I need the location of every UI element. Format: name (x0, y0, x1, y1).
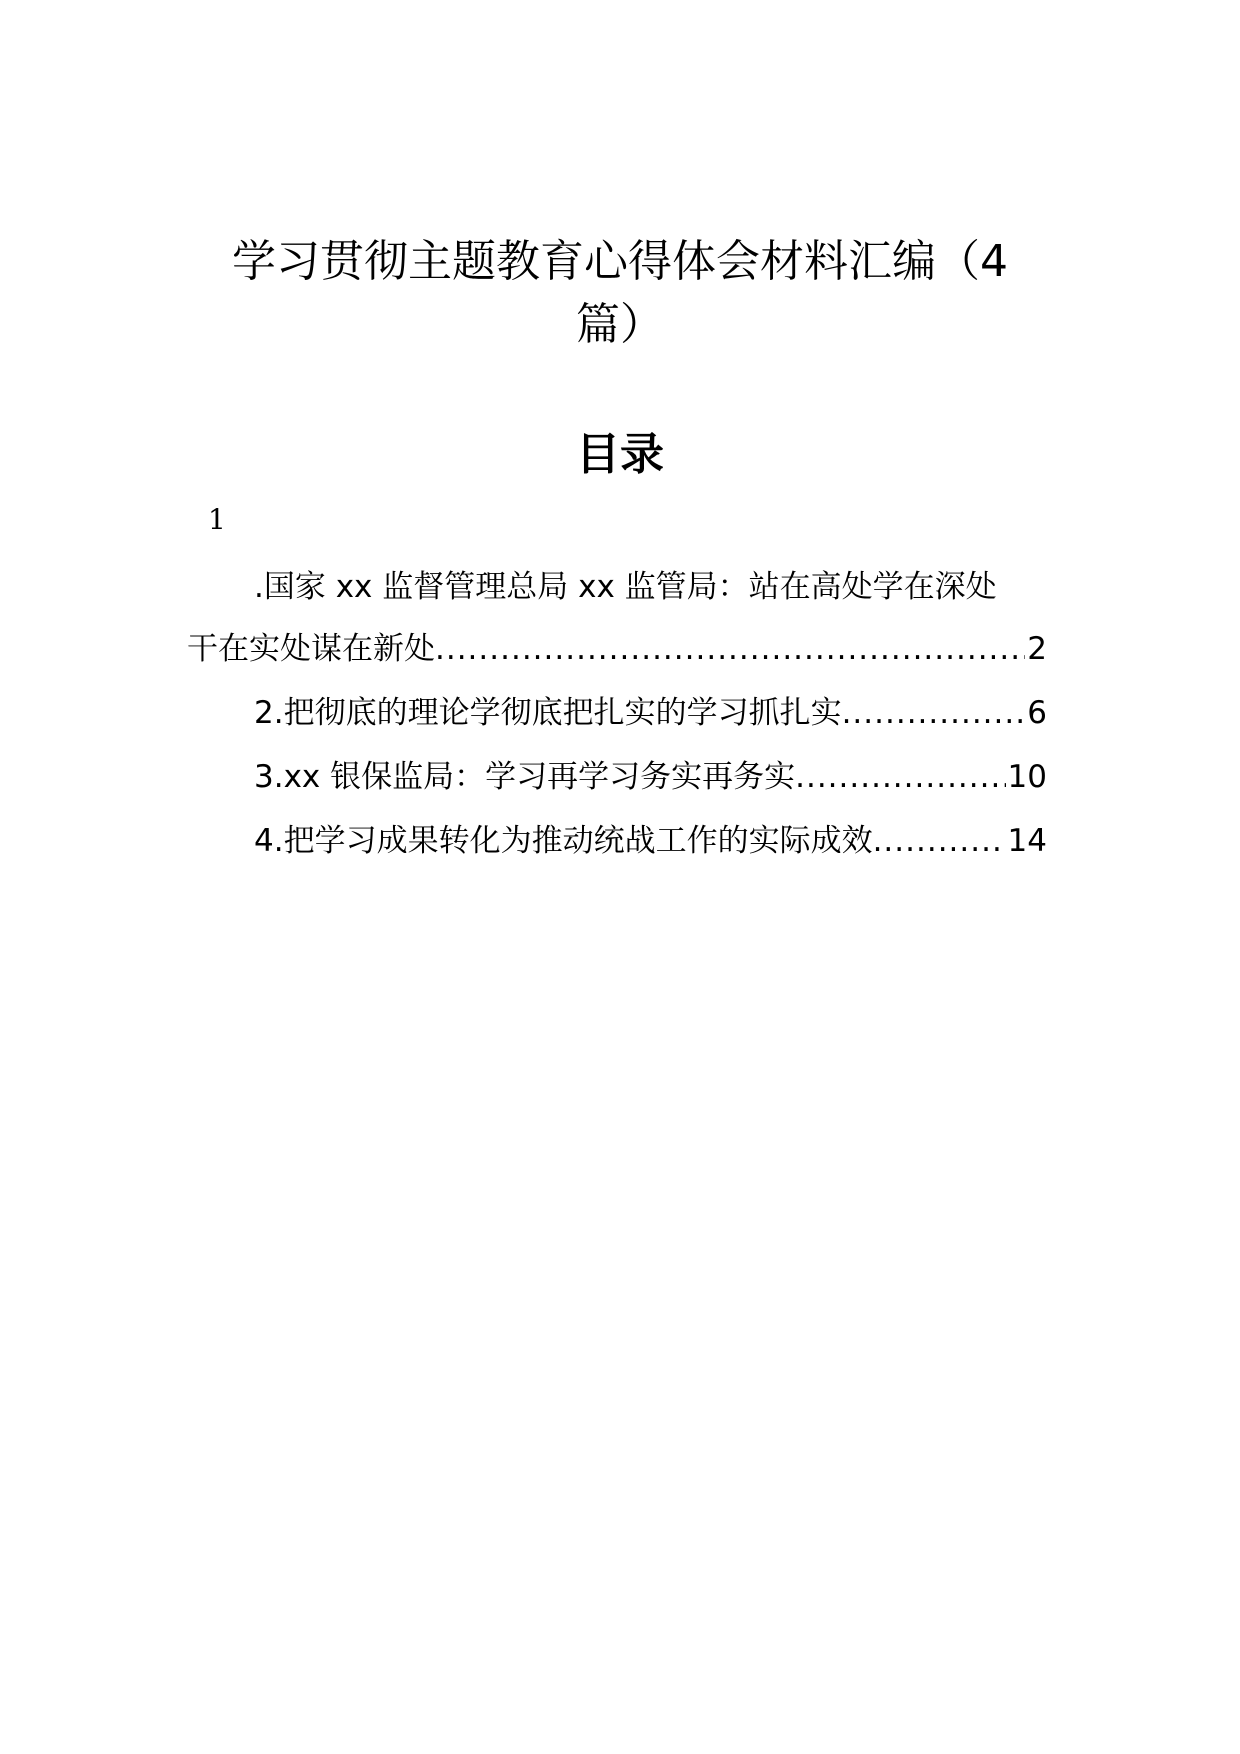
toc-entry-2-page: 6 (1027, 695, 1047, 731)
document-title-line-1: 学习贯彻主题教育心得体会材料汇编（4 (232, 236, 1008, 287)
toc-entry-3-page: 10 (1007, 759, 1047, 795)
toc-entry-1-line-1[interactable]: .国家 xx 监督管理总局 xx 监管局：站在高处学在深处 (254, 569, 997, 605)
toc-leader-dots (842, 691, 1026, 735)
toc-entry-1-line-2: 干在实处谋在新处 (187, 631, 435, 667)
document-title-line-2: 篇） (576, 299, 664, 350)
toc-heading: 目录 (576, 429, 664, 480)
toc-entry-2[interactable] (254, 691, 1047, 735)
toc-stray-number: 1 (208, 503, 226, 536)
toc-entry-4[interactable] (254, 819, 1047, 863)
toc-entry-3[interactable] (254, 755, 1047, 799)
toc-leader-dots (795, 755, 1005, 799)
toc-leader-dots (435, 627, 1025, 671)
toc-entry-1[interactable] (187, 627, 1047, 671)
toc-entry-2-text: 2.把彻底的理论学彻底把扎实的学习抓扎实 (254, 695, 842, 731)
toc-entry-1-page: 2 (1027, 631, 1047, 667)
toc-entry-4-text: 4.把学习成果转化为推动统战工作的实际成效 (254, 823, 873, 859)
toc-entry-4-page: 14 (1007, 823, 1047, 859)
toc-leader-dots (873, 819, 1006, 863)
toc-entry-3-text: 3.xx 银保监局：学习再学习务实再务实 (254, 759, 796, 795)
